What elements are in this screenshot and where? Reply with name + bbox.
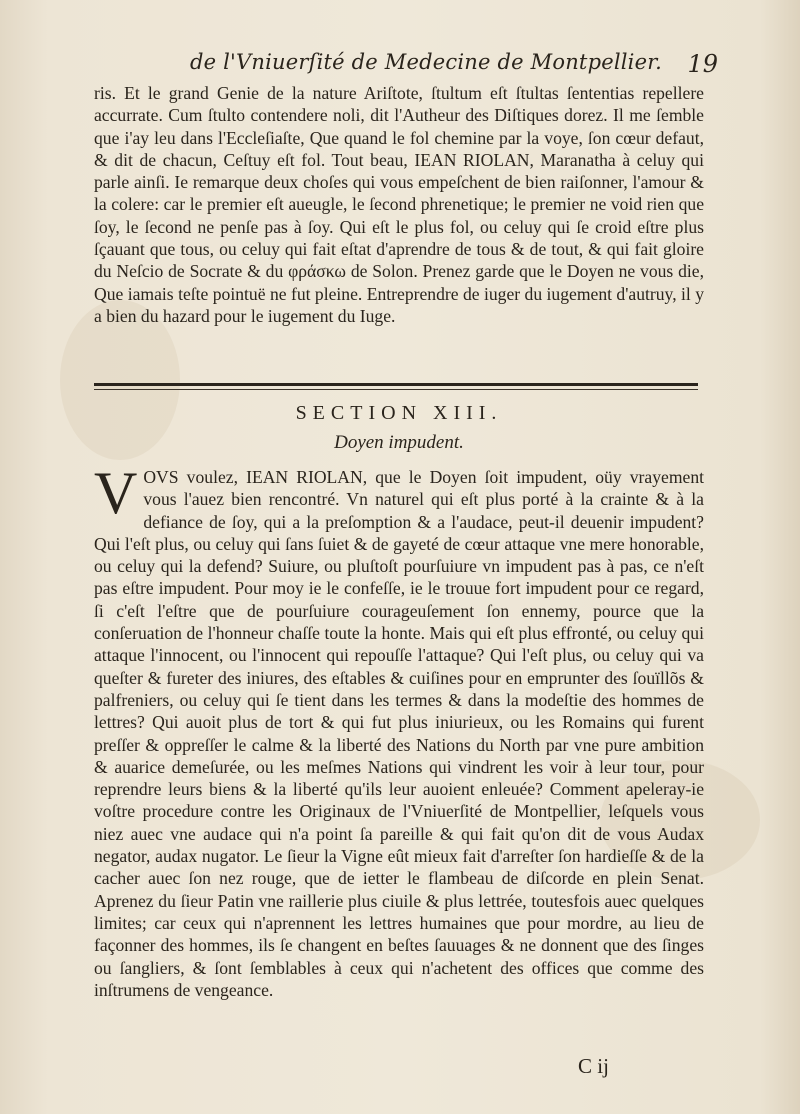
section-body-text: OVS voulez, IEAN RIOLAN, que le Doyen ſoit impudent, oüy vrayement vous l'auez bien rencontré. Vn naturel qui eſt plus porté à la crainte & à la defiance de ſoy, qui a la preſomption & a l'audace, peut-il deuenir impudent? Qui l'eſt plus, ou celuy qui ſans ſuiet & de gayeté de cœur attaque vne mere honorable, ou celuy qui la defend? Suiure, ou pluſtoſt pourſuiure vn impudent pas à pas, ce n'eſt pas eſtre impudent. Pour moy ie le confeſſe, ie le trouue fort impudent pour ce regard, ſi c'eſt l'eſtre que de pourſuiure courageuſement ſon ennemy, pource que la conſeruation de l'honneur chaſſe toute la honte. Mais qui eſt plus effronté, ou celuy qui attaque l'innocent, ou l'innocent qui repouſſe l'attaque? Qui l'eſt plus, ou celuy qui va queſter & fureter des iniures, des eſtables & cuiſines pour en emprunter des ſouïllõs & palfreniers, ou celuy qui ſe tient dans les termes & dans la modeſtie des hommes de lettres? Qui auoit plus de tort & qui fut plus iniurieux, ou les Romains qui furent preſſer & oppreſſer le calme & la liberté des Nations du North par vne pure ambition & auarice demeſurée, ou les meſmes Nations qui vindrent les voir à leur tour, pour reprendre leurs biens & la liberté qu'ils leur auoient enleuée? Comment apeleray-ie voſtre procedure contre les Originaux de l'Vniuerſité de Montpellier, leſquels vous niez auec vne audace qui n'a point ſa pareille & qui fait qu'on dit de vous Audax negator, audax nugator. Le ſieur la Vigne eût mieux fait d'arreſter ſon hardieſſe & de la cacher auec ſon nez rouge, que de ietter le flambeau de diſcorde en plein Senat. Aprenez du ſieur Patin vne raillerie plus ciuile & plus lettrée, toutesfois auec quelques limites; car ceux qui n'aprennent les lettres humaines que pour mordre, au lieu de façonner des hommes, ils ſe changent en beſtes ſauuages & ne donnent que des ſinges ou ſangliers, & ſont ſemblables à ceux qui n'achetent des offices que comme des inſtrumens de vengeance. bbox=[94, 467, 704, 1000]
running-header bbox=[80, 50, 720, 84]
drop-cap: V bbox=[94, 460, 138, 526]
page-number: 19 bbox=[687, 50, 718, 78]
section-rule-thin bbox=[94, 389, 698, 390]
continuation-paragraph bbox=[94, 82, 704, 327]
section-body bbox=[94, 460, 704, 1001]
section-heading: SECTION XIII. bbox=[295, 402, 503, 424]
section-rule bbox=[94, 383, 698, 386]
continuation-text: ris. Et le grand Genie de la nature Ariſtote, ſtultum eſt ſtultas ſententias repellere accurrate. Cum ſtulto contendere noli, dit l'Autheur des Diſtiques dorez. Il me ſemble que i'ay leu dans l'Eccleſiaſte, Que quand le fol chemine par la voye, ſon cœur defaut, & dit de chacun, Ceſtuy eſt fol. Tout beau, IEAN RIOLAN, Maranatha à celuy qui parle ainſi. Ie remarque deux choſes qui vous empeſchent de bien raiſonner, l'amour & la colere: car le premier eſt aueugle, le ſecond phrenetique; le premier ne void rien que ſoy, le ſecond ne penſe pas à ſoy. Qui eſt le plus fol, ou celuy qui ſe croid eſtre plus ſçauant que tous, ou celuy qui fait eſtat d'aprendre de tous & de tout, & qui fait gloire du Neſcio de Socrate & du φράσκω de Solon. Prenez garde que le Doyen ne vous die, Que iamais teſte pointuë ne fut pleine. Entreprendre de iuger du iugement d'autruy, il y a bien du hazard pour le iugement du Iuge. bbox=[94, 83, 704, 326]
running-title: de l'Vniuerſité de Medecine de Montpellier. bbox=[190, 50, 663, 74]
signature-mark: C ij bbox=[578, 1054, 609, 1078]
section-subtitle: Doyen impudent. bbox=[334, 432, 464, 453]
